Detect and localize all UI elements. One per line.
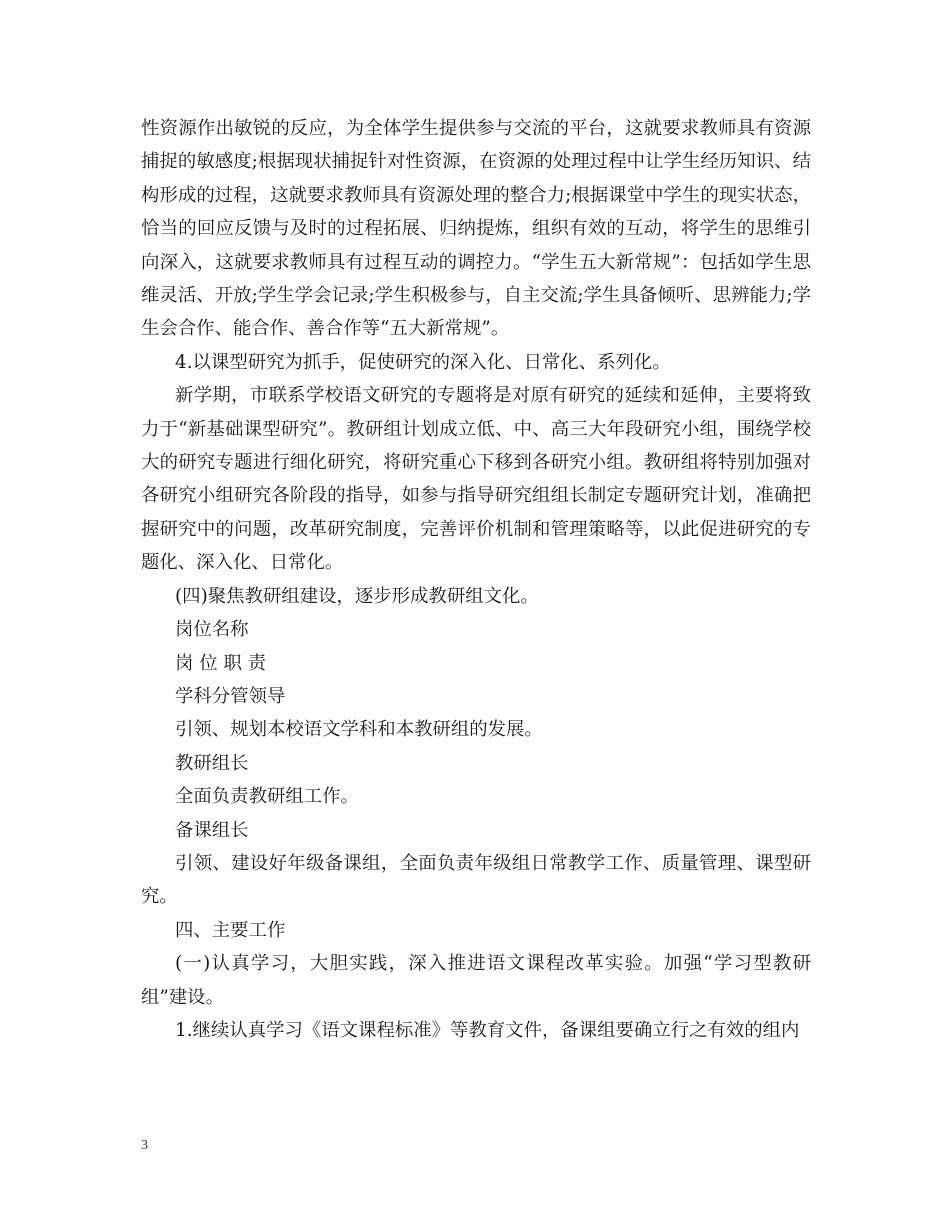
paragraph-course-type-research: 4.以课型研究为抓手，促使研究的深入化、日常化、系列化。	[175, 351, 671, 373]
paragraph-new-semester: 新学期，市联系学校语文研究的专题将是对原有研究的延续和延伸，主要将致力于“新基础课型研究”。教研组计划成立低、中、高三大年段研究小组，围绕学校大的研究专题进行细化研究，将研究重心下移到各研究小组。教研组将特别加强对各研究小组研究各阶段的指导，如参与指导研究组组长制定专题研究计划，准确把握研究中的问题，改革研究制度，完善评价机制和管理策略等，以此促进研究的专题化、深入化、日常化。	[141, 385, 811, 574]
duty-subject-leader: 引领、规划本校语文学科和本教研组的发展。	[175, 719, 543, 741]
label-position-name: 岗位名称	[175, 619, 249, 641]
duty-lesson-group-leader: 引领、建设好年级备课组，全面负责年级组日常教学工作、质量管理、课型研究。	[141, 852, 811, 908]
paragraph-group-building: (四)聚焦教研组建设，逐步形成教研组文化。	[175, 585, 539, 607]
section-heading-main-work: 四、主要工作	[175, 919, 286, 941]
page-number: 3	[141, 1138, 148, 1153]
paragraph-resource-awareness: 性资源作出敏锐的反应，为全体学生提供参与交流的平台，这就要求教师具有资源捕捉的敏感度;根据现状捕捉针对性资源，在资源的处理过程中让学生经历知识、结构形成的过程，这就要求教师具有资源处理的整合力;根据课堂中学生的现实状态，恰当的回应反馈与及时的过程拓展、归纳提炼，组织有效的互动，将学生的思维引向深入，这就要求教师具有过程互动的调控力。“学生五大新常规”：包括如学生思维灵活、开放;学生学会记录;学生积极参与，自主交流;学生具备倾听、思辨能力;学生会合作、能合作、善合作等“五大新常规”。	[141, 118, 811, 340]
label-subject-leader: 学科分管领导	[175, 685, 286, 707]
document-body	[141, 112, 811, 1047]
paragraph-study-standards: 1.继续认真学习《语文课程标准》等教育文件，备课组要确立行之有效的组内	[175, 1019, 800, 1041]
label-research-group-leader: 教研组长	[175, 752, 249, 774]
label-position-duty: 岗 位 职 责	[175, 652, 267, 674]
paragraph-curriculum-reform: (一)认真学习，大胆实践，深入推进语文课程改革实验。加强“学习型教研组”建设。	[141, 953, 811, 1008]
label-lesson-group-leader: 备课组长	[175, 819, 249, 841]
duty-research-group-leader: 全面负责教研组工作。	[175, 786, 359, 808]
